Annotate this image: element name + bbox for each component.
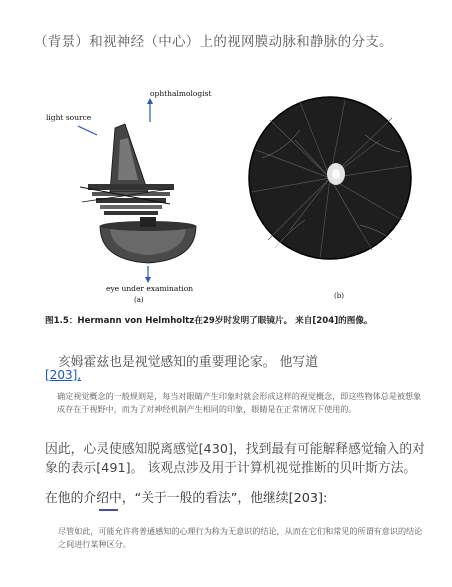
retina-drawing (249, 97, 411, 300)
figure-caption: 图1.5：Hermann von Helmholtz在29岁时发明了眼镜片。 来自[204]的图像。 (45, 316, 373, 326)
continued-caption-text: （背景）和视神经（中心）上的视网膜动脉和静脉的分支。 (34, 34, 393, 50)
block-quote-2: 尽管如此，可能允许将普通感知的心理行为称为无意识的结论，从而在它们和常见的所谓有意识的结论之间进行某种区分。 (58, 526, 423, 549)
label-b: (b) (334, 292, 344, 300)
helmholtz-figure (0, 80, 452, 310)
label-a: (a) (134, 296, 144, 304)
block-quote-1: 确定视觉概念的一般规则是，每当对眼睛产生印象时就会形成这样的视觉概念，即这些物体总是被想象成存在于视野中，而为了对神经机制产生相同的印象，眼睛是在正常情况下使用的。 (57, 391, 422, 414)
paragraph-helmholtz-intro: 亥姆霍兹也是视觉感知的重要理论家。 他写道 (58, 355, 319, 370)
label-eye: eye under examination (106, 284, 194, 293)
label-ophthalmologist: ophthalmologist (150, 89, 212, 98)
divider-line (99, 509, 118, 511)
label-light-source: light source (46, 113, 92, 122)
paragraph-introduction: 在他的介绍中，“关于一般的看法”，他继续[203]: (45, 491, 328, 506)
citation-link-203[interactable]: [203], (45, 368, 82, 382)
ophthalmoscope-diagram (46, 89, 211, 304)
paragraph-perception: 因此，心灵使感知脱离感觉[430]，找到最有可能解释感觉输入的对象的表示[491]。 该观点涉及用于计算机视觉推断的贝叶斯方法。 (45, 442, 425, 476)
